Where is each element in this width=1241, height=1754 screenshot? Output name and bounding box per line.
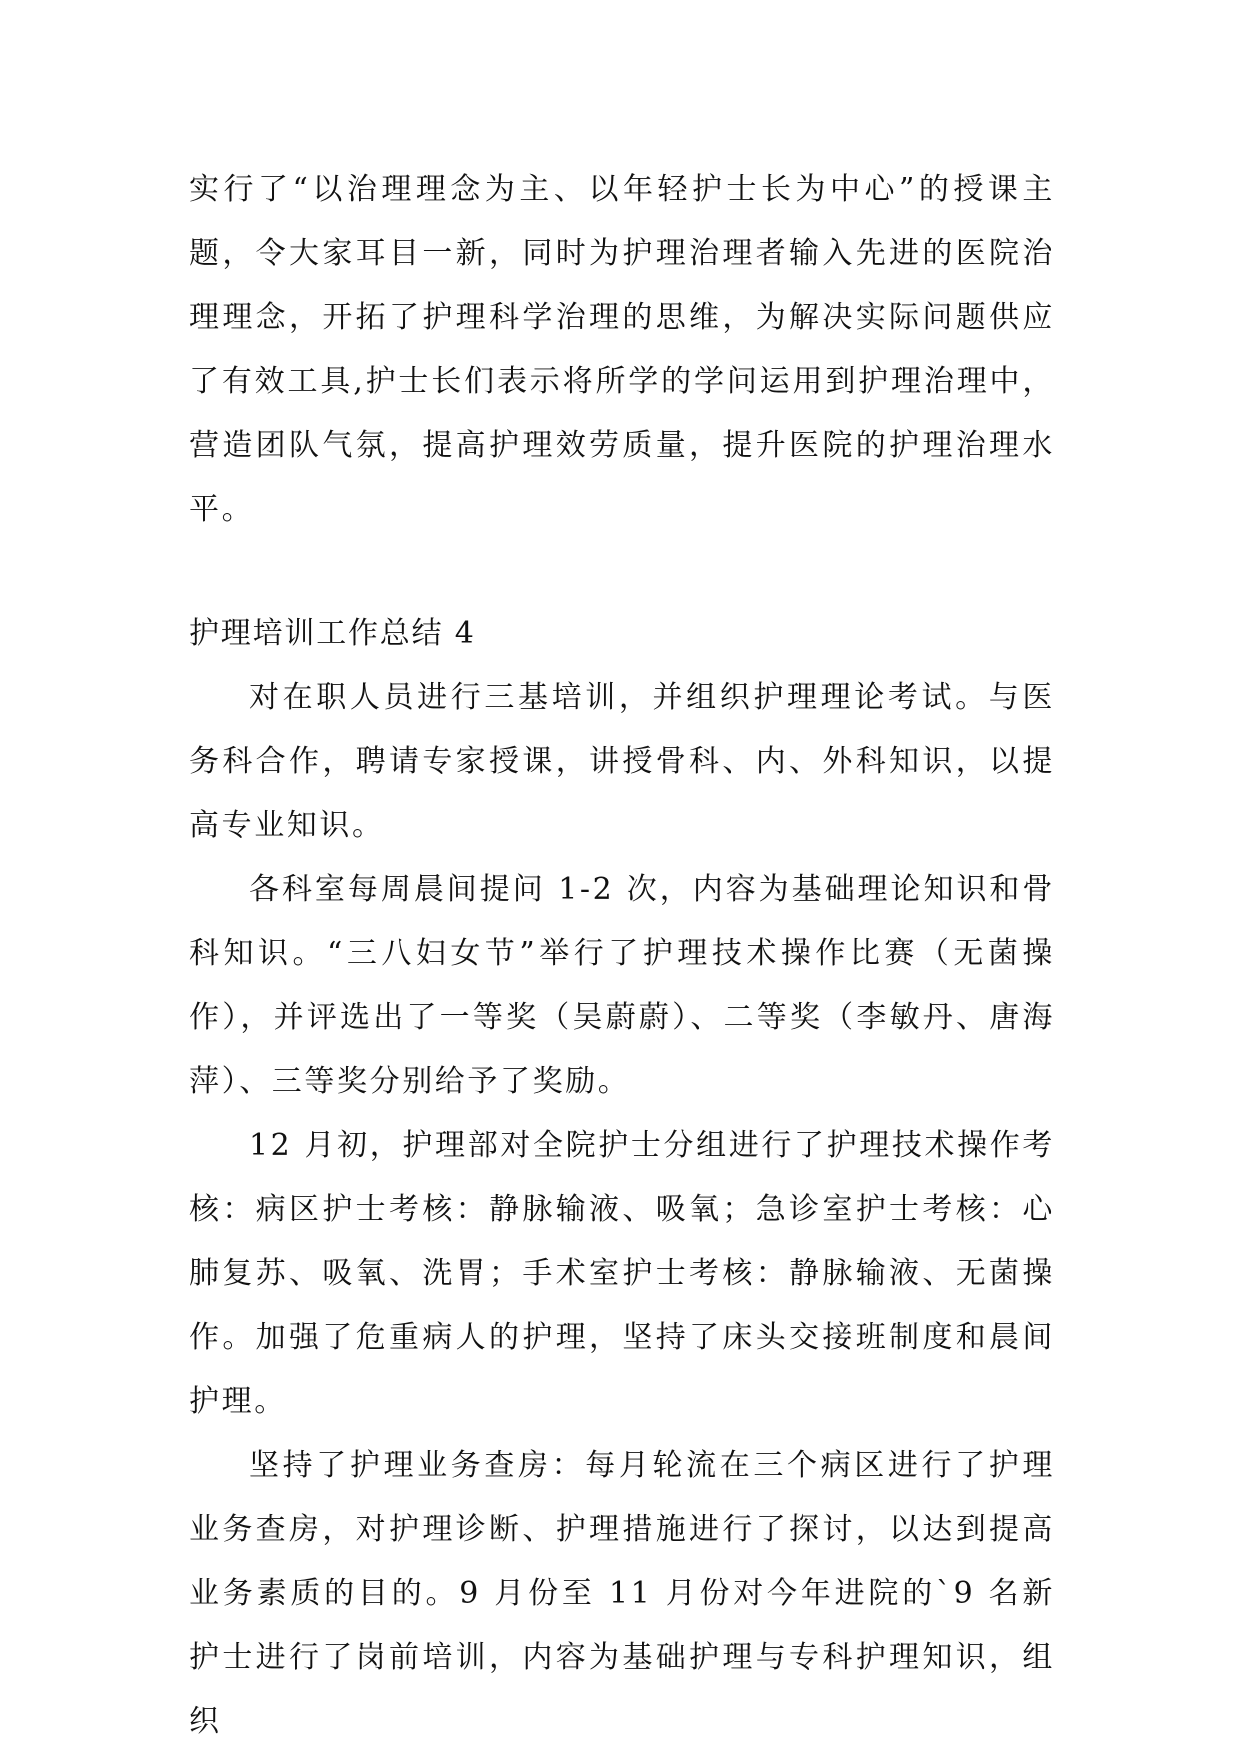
continuation-paragraph: 实行了“以治理理念为主、以年轻护士长为中心”的授课主题，令大家耳目一新，同时为护理治理者输入先进的医院治理理念，开拓了护理科学治理的思维，为解决实际问题供应了有效工具,护士长们表示将所学的学问运用到护理治理中，营造团队气氛，提高护理效劳质量，提升医院的护理治理水平。 (189, 172, 1055, 527)
body-paragraph-4: 坚持了护理业务查房：每月轮流在三个病区进行了护理业务查房，对护理诊断、护理措施进行了探讨，以达到提高业务素质的目的。9 月份至 11 月份对今年进院的`9 名新护士进行了岗前培训，内容为基础护理与专科护理知识，组织 (189, 1448, 1055, 1739)
section-title: 护理培训工作总结 4 (189, 616, 476, 651)
body-paragraph-2: 各科室每周晨间提问 1-2 次，内容为基础理论知识和骨科知识。“三八妇女节”举行了护理技术操作比赛（无菌操作），并评选出了一等奖（吴蔚蔚）、二等奖（李敏丹、唐海萍）、三等奖分别给予了奖励。 (189, 872, 1055, 1099)
document-body (189, 158, 1055, 1754)
body-paragraph-1: 对在职人员进行三基培训，并组织护理理论考试。与医务科合作，聘请专家授课，讲授骨科、内、外科知识，以提高专业知识。 (189, 680, 1055, 843)
body-paragraph-3: 12 月初，护理部对全院护士分组进行了护理技术操作考核：病区护士考核：静脉输液、吸氧；急诊室护士考核：心肺复苏、吸氧、洗胃；手术室护士考核：静脉输液、无菌操作。加强了危重病人的护理，坚持了床头交接班制度和晨间护理。 (189, 1128, 1055, 1419)
